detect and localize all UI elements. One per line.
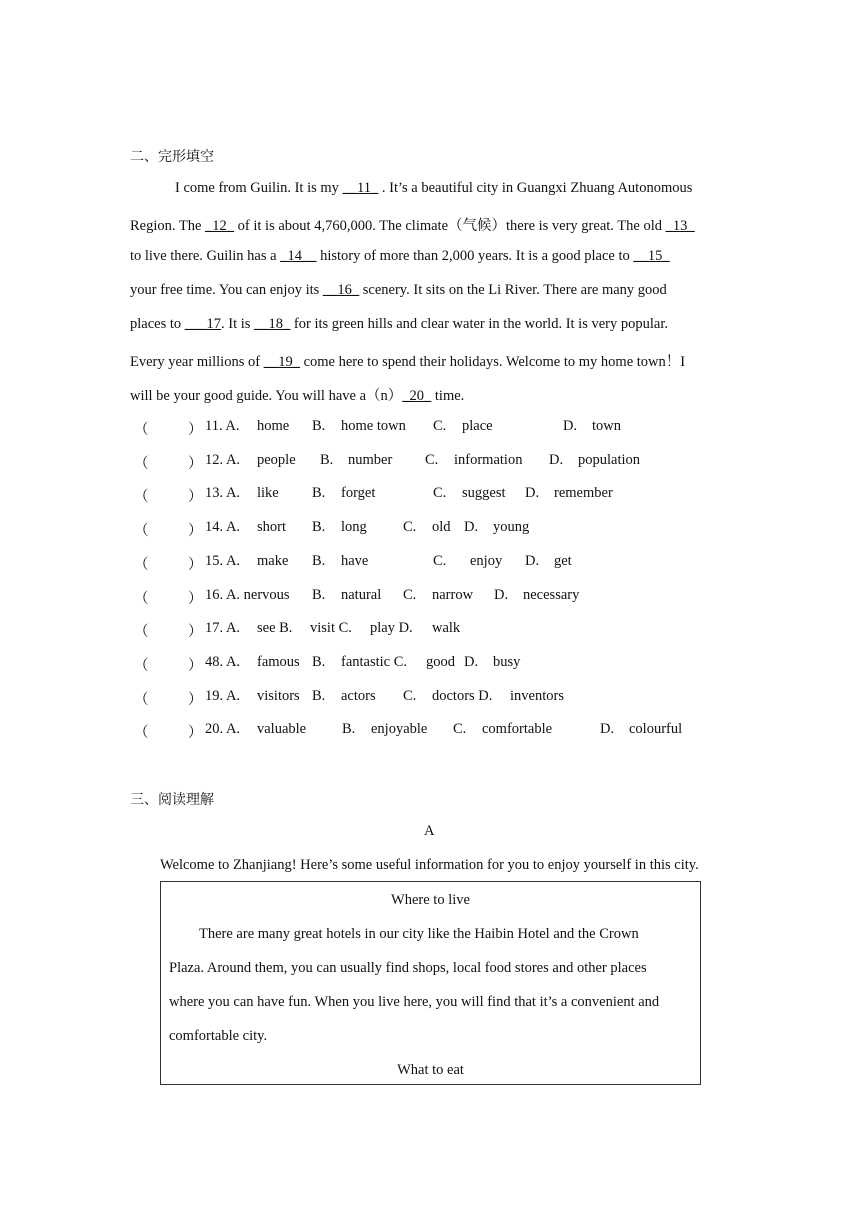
passage-text: time. bbox=[431, 388, 465, 404]
option-b-label: B. bbox=[342, 721, 356, 738]
option-a: make bbox=[257, 552, 289, 569]
passage-text: scenery. It sits on the Li River. There are many good bbox=[359, 282, 667, 298]
option-b-label: B. bbox=[312, 653, 326, 670]
passage-line-4 bbox=[130, 282, 667, 299]
box-text-line: There are many great hotels in our city like the Haibin Hotel and the Crown bbox=[199, 926, 639, 942]
option-d-label: D. bbox=[464, 653, 479, 670]
answer-paren-close: ） bbox=[188, 455, 203, 472]
question-number: 11. A. bbox=[205, 418, 240, 434]
option-b: natural bbox=[341, 586, 382, 603]
option-d-label: D. bbox=[549, 451, 564, 468]
option-d-label: D. bbox=[525, 552, 540, 569]
answer-paren-open: （ bbox=[134, 590, 149, 607]
option-b-label: B. bbox=[312, 552, 326, 569]
answer-paren-close: ） bbox=[188, 556, 203, 573]
option-b-label: B. bbox=[320, 451, 334, 468]
option-a: famous bbox=[257, 653, 300, 670]
passage-text: come here to spend their holidays. Welcome to my home town！I bbox=[299, 354, 686, 370]
option-b: actors bbox=[341, 687, 376, 704]
option-d: inventors bbox=[510, 687, 564, 704]
option-c: enjoy bbox=[470, 552, 503, 569]
blank-15: __15_ bbox=[633, 248, 670, 264]
option-c: doctors D. bbox=[432, 687, 493, 704]
option-d: population bbox=[578, 451, 641, 468]
option-c: narrow bbox=[432, 586, 474, 603]
answer-paren-open: （ bbox=[134, 725, 149, 742]
part-label: A bbox=[424, 823, 435, 839]
option-c: comfortable bbox=[482, 721, 553, 738]
blank-13: _13_ bbox=[665, 218, 695, 234]
answer-paren-close: ） bbox=[188, 725, 203, 742]
box-text-line: comfortable city. bbox=[169, 1028, 268, 1044]
option-d-label: D. bbox=[525, 485, 540, 502]
option-c: old bbox=[432, 519, 451, 536]
passage-text: Every year millions of bbox=[130, 354, 264, 370]
option-d: town bbox=[592, 418, 621, 434]
option-b: forget bbox=[341, 485, 376, 502]
answer-paren-close: ） bbox=[188, 691, 203, 708]
option-b: enjoyable bbox=[371, 721, 428, 738]
option-c-label: C. bbox=[433, 485, 447, 502]
option-b-label: B. bbox=[312, 586, 326, 603]
option-a: short bbox=[257, 519, 286, 536]
option-d-label: D. bbox=[494, 586, 509, 603]
option-d: busy bbox=[493, 653, 521, 670]
passage-text: to live there. Guilin has a bbox=[130, 248, 281, 264]
answer-paren-close: ） bbox=[188, 590, 203, 607]
option-c: suggest bbox=[462, 485, 506, 502]
option-c: place bbox=[462, 418, 493, 434]
option-a: people bbox=[257, 451, 296, 468]
blank-17: ___17 bbox=[184, 316, 222, 332]
question-number: 16. A. nervous bbox=[205, 586, 290, 603]
question-number: 17. A. bbox=[205, 620, 241, 637]
option-b-label: B. bbox=[312, 687, 326, 704]
option-d-label: D. bbox=[464, 519, 479, 536]
option-c-label: C. bbox=[403, 519, 417, 536]
option-b: visit C. bbox=[310, 620, 352, 637]
answer-paren-open: （ bbox=[134, 455, 149, 472]
option-b-label: B. bbox=[312, 485, 326, 502]
answer-paren-close: ） bbox=[188, 523, 203, 540]
option-c-label: C. bbox=[453, 721, 467, 738]
passage-line-2 bbox=[130, 214, 695, 235]
passage-line-1 bbox=[175, 180, 692, 197]
answer-paren-close: ） bbox=[188, 422, 203, 438]
option-c-label: C. bbox=[425, 451, 439, 468]
question-number: 14. A. bbox=[205, 519, 241, 536]
option-a: valuable bbox=[257, 721, 307, 738]
passage-line-5 bbox=[130, 316, 668, 333]
passage-text: for its green hills and clear water in the world. It is very popular. bbox=[290, 316, 668, 332]
answer-paren-open: （ bbox=[134, 422, 149, 438]
passage-line-6 bbox=[130, 350, 685, 371]
option-d: necessary bbox=[523, 586, 580, 603]
question-number: 19. A. bbox=[205, 687, 241, 704]
question-number: 48. A. bbox=[205, 653, 241, 670]
passage-text: will be your good guide. You will have a（n） bbox=[130, 388, 403, 404]
section-title-reading: 三、阅读理解 bbox=[130, 792, 214, 808]
passage-text: Region. The bbox=[130, 218, 206, 234]
passage-text: of it is about 4,760,000. The climate（气候）there is very great. The old bbox=[234, 218, 666, 234]
option-c-label: C. bbox=[433, 418, 447, 434]
passage-line-3 bbox=[130, 248, 670, 265]
box-text-line: Plaza. Around them, you can usually find shops, local food stores and other places bbox=[169, 960, 647, 976]
question-number: 13. A. bbox=[205, 485, 241, 502]
answer-paren-close: ） bbox=[188, 489, 203, 506]
box-heading-what-to-eat: What to eat bbox=[397, 1062, 464, 1078]
option-d: colourful bbox=[629, 721, 683, 738]
option-a: like bbox=[257, 485, 279, 502]
blank-20: _20_ bbox=[402, 388, 432, 404]
option-c: play D. bbox=[370, 620, 413, 637]
answer-paren-open: （ bbox=[134, 624, 149, 641]
option-c-label: C. bbox=[403, 687, 417, 704]
option-d-label: D. bbox=[600, 721, 615, 738]
option-b-label: B. bbox=[312, 418, 326, 434]
answer-paren-open: （ bbox=[134, 523, 149, 540]
option-b: number bbox=[348, 451, 393, 468]
passage-line-7 bbox=[130, 384, 464, 405]
passage-text: places to bbox=[130, 316, 185, 332]
question-number: 15. A. bbox=[205, 552, 241, 569]
blank-18: __18_ bbox=[254, 316, 291, 332]
option-c-label: C. bbox=[403, 586, 417, 603]
option-c: good bbox=[426, 653, 455, 670]
option-d-label: D. bbox=[563, 418, 578, 434]
passage-text: your free time. You can enjoy its bbox=[130, 282, 323, 298]
option-c-label: C. bbox=[433, 552, 447, 569]
blank-19: __19_ bbox=[263, 354, 300, 370]
option-b: fantastic C. bbox=[341, 653, 408, 670]
box-heading-where-to-live: Where to live bbox=[391, 892, 470, 908]
blank-14: _14__ bbox=[280, 248, 317, 264]
option-b-label: B. bbox=[312, 519, 326, 536]
section-title-cloze: 二、完形填空 bbox=[130, 149, 214, 165]
box-text-line: where you can have fun. When you live here, you will find that it’s a convenient and bbox=[169, 994, 660, 1010]
option-d: remember bbox=[554, 485, 613, 502]
option-a: visitors bbox=[257, 687, 300, 704]
option-b: home town bbox=[341, 418, 406, 434]
option-c: information bbox=[454, 451, 523, 468]
option-d: young bbox=[493, 519, 530, 536]
question-number: 20. A. bbox=[205, 721, 241, 738]
blank-16: __16_ bbox=[322, 282, 360, 298]
blank-12: _12_ bbox=[205, 218, 235, 234]
option-b: long bbox=[341, 519, 367, 536]
info-box bbox=[160, 881, 701, 1085]
option-d: walk bbox=[432, 620, 461, 637]
answer-paren-open: （ bbox=[134, 489, 149, 506]
option-d: get bbox=[554, 552, 572, 569]
passage-text: . It is bbox=[221, 316, 255, 332]
option-a: see B. bbox=[257, 620, 293, 637]
blank-11: __11_ bbox=[342, 180, 379, 196]
option-b: have bbox=[341, 552, 369, 569]
passage-text: . It’s a beautiful city in Guangxi Zhuang Autonomous bbox=[378, 180, 693, 196]
answer-paren-close: ） bbox=[188, 624, 203, 641]
option-a: home bbox=[257, 418, 290, 434]
reading-intro: Welcome to Zhanjiang! Here’s some useful information for you to enjoy yourself in this city. bbox=[160, 857, 699, 873]
answer-paren-open: （ bbox=[134, 556, 149, 573]
passage-text: history of more than 2,000 years. It is a good place to bbox=[316, 248, 634, 264]
answer-paren-open: （ bbox=[134, 657, 149, 674]
answer-paren-close: ） bbox=[188, 657, 203, 674]
question-number: 12. A. bbox=[205, 451, 241, 468]
answer-paren-open: （ bbox=[134, 691, 149, 708]
passage-text: I come from Guilin. It is my bbox=[175, 180, 343, 196]
